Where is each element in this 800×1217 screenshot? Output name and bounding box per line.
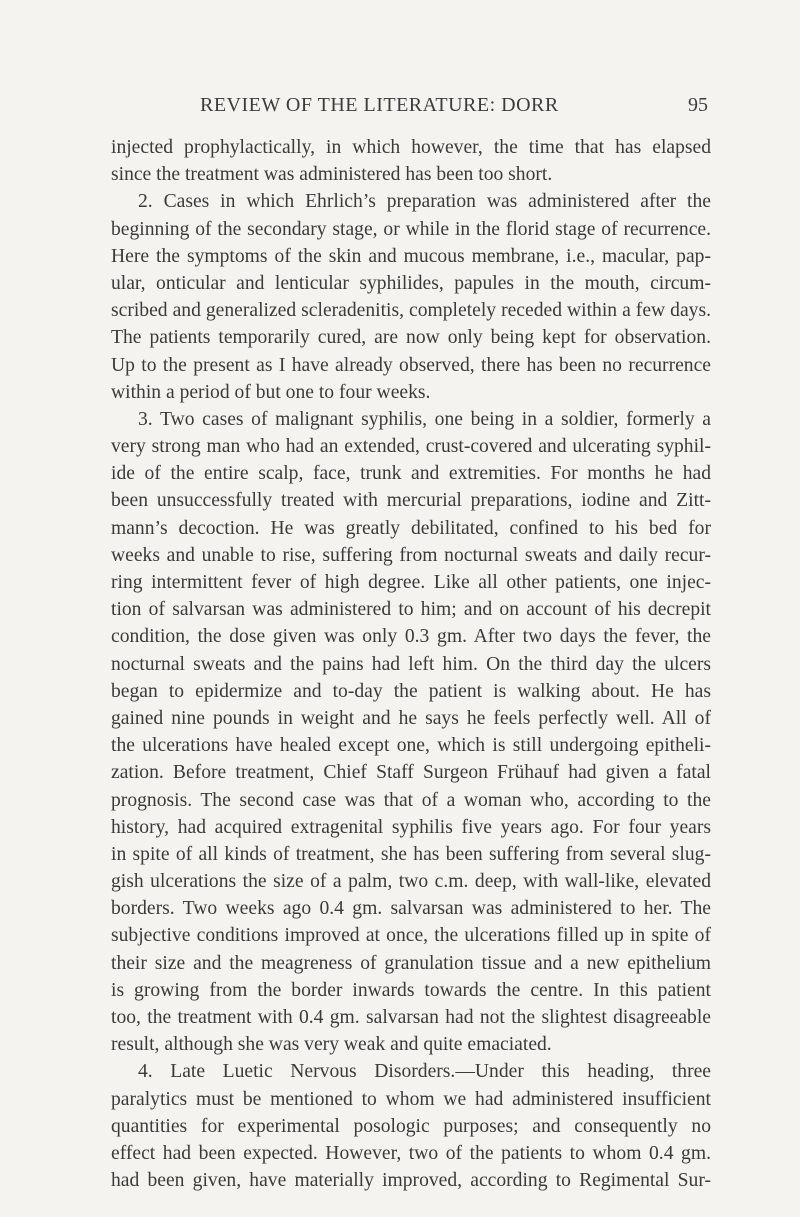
- text-line: history, had acquired extragenital syphilis five years ago. For four years: [111, 816, 711, 838]
- text-line: nocturnal sweats and the pains had left him. On the third day the ulcers: [111, 653, 711, 675]
- text-line: had been given, have materially improved, according to Regimental Sur-: [111, 1170, 711, 1192]
- text-line: The patients temporarily cured, are now only being kept for observation.: [111, 327, 711, 349]
- running-head: REVIEW OF THE LITERATURE: DORR: [200, 94, 559, 116]
- text-line: within a period of but one to four weeks.: [111, 381, 431, 403]
- text-line: 2. Cases in which Ehrlich’s preparation was administered after the: [138, 191, 711, 213]
- text-line: in spite of all kinds of treatment, she has been suffering from several slug-: [111, 843, 711, 865]
- text-line: tion of salvarsan was administered to him; and on account of his decrepit: [111, 599, 711, 621]
- text-line: gish ulcerations the size of a palm, two c.m. deep, with wall-like, elevated: [111, 871, 711, 893]
- text-line: effect had been expected. However, two of the patients to whom 0.4 gm.: [111, 1142, 711, 1164]
- body-text: [111, 134, 711, 1194]
- text-line: borders. Two weeks ago 0.4 gm. salvarsan was administered to her. The: [111, 898, 711, 920]
- text-line: quantities for experimental posologic purposes; and consequently no: [111, 1115, 711, 1137]
- text-line: beginning of the secondary stage, or while in the florid stage of recurrence.: [111, 218, 711, 240]
- text-line: 3. Two cases of malignant syphilis, one being in a soldier, formerly a: [138, 408, 711, 430]
- text-line: Up to the present as I have already observed, there has been no recurrence: [111, 354, 711, 376]
- text-line: paralytics must be mentioned to whom we had administered insufficient: [111, 1088, 711, 1110]
- page-number: 95: [688, 94, 708, 116]
- text-line: subjective conditions improved at once, the ulcerations filled up in spite of: [111, 925, 711, 947]
- text-line: gained nine pounds in weight and he says he feels perfectly well. All of: [111, 707, 711, 729]
- text-line: injected prophylactically, in which however, the time that has elapsed: [111, 137, 711, 158]
- text-line: ide of the entire scalp, face, trunk and extremities. For months he had: [111, 463, 711, 485]
- text-line: mann’s decoction. He was greatly debilitated, confined to his bed for: [111, 517, 711, 539]
- text-line: since the treatment was administered has been too short.: [111, 164, 553, 186]
- text-line: ular, onticular and lenticular syphilides, papules in the mouth, circum-: [111, 272, 711, 294]
- text-line: ring intermittent fever of high degree. Like all other patients, one injec-: [111, 572, 711, 593]
- text-line: weeks and unable to rise, suffering from nocturnal sweats and daily recur-: [111, 544, 711, 566]
- text-line: began to epidermize and to-day the patient is walking about. He has: [111, 680, 711, 702]
- text-line: too, the treatment with 0.4 gm. salvarsan had not the slightest disagreeable: [111, 1007, 711, 1028]
- text-line: been unsuccessfully treated with mercurial preparations, iodine and Zitt-: [111, 490, 711, 512]
- text-line: is growing from the border inwards towards the centre. In this patient: [111, 979, 711, 1001]
- text-line: zation. Before treatment, Chief Staff Surgeon Frühauf had given a fatal: [111, 762, 711, 784]
- text-line: prognosis. The second case was that of a woman who, according to the: [111, 789, 711, 811]
- text-line: scribed and generalized scleradenitis, completely receded within a few days.: [111, 300, 711, 322]
- text-line: their size and the meagreness of granulation tissue and a new epithelium: [111, 952, 711, 974]
- text-line: very strong man who had an extended, crust-covered and ulcerating syphil-: [111, 436, 711, 458]
- text-line: the ulcerations have healed except one, which is still undergoing epitheli-: [111, 735, 711, 757]
- text-line: 4. Late Luetic Nervous Disorders.—Under this heading, three: [138, 1061, 711, 1083]
- text-line: condition, the dose given was only 0.3 gm. After two days the fever, the: [111, 626, 711, 648]
- text-line: result, although she was very weak and quite emaciated.: [111, 1034, 552, 1056]
- text-line: Here the symptoms of the skin and mucous membrane, i.e., macular, pap-: [111, 245, 711, 267]
